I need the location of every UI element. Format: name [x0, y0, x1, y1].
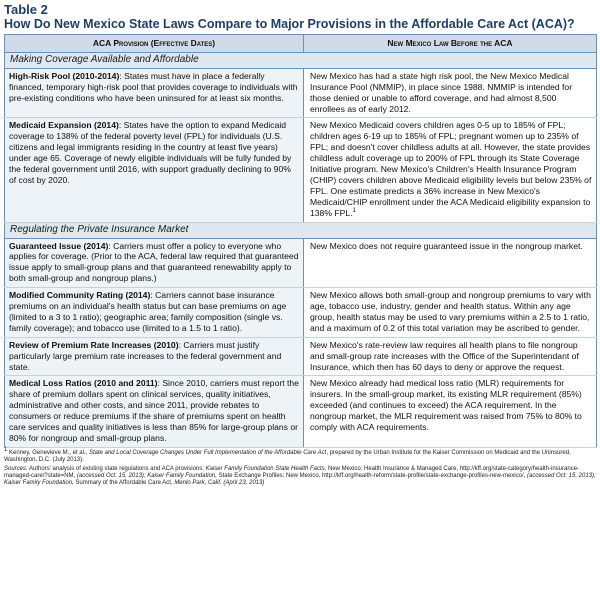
- table-row: [5, 68, 597, 118]
- provision-name: Guaranteed Issue (2014): [9, 240, 109, 251]
- table-row: [5, 238, 597, 288]
- table-row: [5, 337, 597, 376]
- state-law-cell: [304, 376, 597, 447]
- provision-description: : Carriers cannot base insurance premiums on an individual's health status but can base premiums on age (limited to a 3 to 1 ratio); geographic area; family composition (single vs. family coverage); and tobacco use (limited to a 1.5 to 1 ratio).: [9, 290, 287, 333]
- aca-provision-cell: [5, 238, 304, 288]
- section-heading: [5, 222, 597, 238]
- section-title: Making Coverage Available and Affordable: [5, 52, 597, 68]
- table-row: [5, 376, 597, 447]
- state-law-cell: [304, 238, 597, 288]
- state-law-text: New Mexico already had medical loss ratio (MLR) requirements for insurers. In the small-group market, its existing MLR requirement (85%) exceeded (and continues to exceed) the ACA requirement. In the nongroup market, the MLR requirement was raised from 75% to 80% to comply with ACA requirements.: [310, 378, 582, 433]
- provision-description: : States must have in place a federally financed, temporary high-risk pool that provides coverage to individuals with pre-existing conditions who have been uninsured for at least six months.: [9, 70, 298, 103]
- header-aca-provision: ACA Provision (Effective Dates): [5, 35, 304, 53]
- state-law-text: New Mexico Medicaid covers children ages 0-5 up to 185% of FPL; children ages 6-19 up to 185% of FPL; pregnant women up to 235% of FPL; and doesn't cover childless adults at all. However, the state provides childless adult coverage up to 200% of FPL through its State Coverage Initiative program. New Mexico's Children's Health Insurance Program (CHIP) covers children above Medicaid eligibility levels but below 235% of FPL. One estimate predicts a 36% increase in New Mexico's Medicaid/CHIP enrollment under the ACA Medicaid eligibility expansion to 138% FPL.: [310, 120, 592, 218]
- state-law-cell: [304, 118, 597, 222]
- state-law-cell: [304, 68, 597, 118]
- comparison-table: [4, 34, 597, 448]
- notes: [4, 446, 596, 487]
- state-law-text: New Mexico has had a state high risk pool, the New Mexico Medical Insurance Pool (NMMIP), in place since 1988. NMMIP is intended for those denied or unable to afford coverage, and had almost 8,500 enrollees as of early 2012.: [310, 70, 573, 114]
- provision-description: : Carriers must offer a policy to everyone who applies for coverage. (Prior to the ACA, federal law required that guaranteed issue apply to small-group plans and that guaranteed renewability apply to both small-group and nongroup plans.): [9, 240, 299, 284]
- provision-description: : Carriers must justify particularly large premium rate increases to the federal government and state.: [9, 339, 282, 372]
- aca-provision-cell: [5, 288, 304, 338]
- state-law-cell: [304, 337, 597, 376]
- state-law-text: New Mexico allows both small-group and nongroup premiums to vary with age, tobacco use, industry, gender and health status. Within any age group, health status may be used to vary premiums within a 2.5 to 1 ratio, and a maximum of 0.2 of this total variation may be ascribed to gender.: [310, 290, 591, 333]
- sources: Sources: Authors' analysis of existing state regulations and ACA provisions; Kaiser Family Foundation State Health Facts, New Mexico: Health Insurance & Managed Care, http://kff.org/state-category/health-insurance-managed-care/?state=NM, (accessed Oct. 15, 2013); Kaiser Family Foundation, State Exchange Profiles: New Mexico, http://kff.org/health-reform/state-profile/state-exchange-profiles-new-mexico/, (accessed Oct. 15, 2013); Kaiser Family Foundation, Summary of the Affordable Care Act, Menlo Park, Calif. (April 23, 2013): [4, 465, 596, 487]
- section-title: Regulating the Private Insurance Market: [5, 222, 597, 238]
- aca-provision-cell: [5, 68, 304, 118]
- table-title: How Do New Mexico State Laws Compare to Major Provisions in the Affordable Care Act (ACA)?: [4, 17, 575, 31]
- footnote: $^1$ Kenney, Genevieve M., et al., State and Local Coverage Changes Under Full Implementation of the Affordable Care Act, prepared by the Urban Institute for the Kaiser Commission on Medicaid and the Uninsured, Washington, D.C. (July 2013).: [4, 446, 571, 464]
- state-law-text: New Mexico's rate-review law requires all health plans to file nongroup and small-group rate increases with the Office of the Superintendant of Insurance, which then has 60 days to deny or approve the request.: [310, 339, 579, 372]
- footnote-ref: 1: [352, 207, 356, 214]
- aca-provision-cell: [5, 337, 304, 376]
- table-row: [5, 288, 597, 338]
- provision-name: Medicaid Expansion (2014): [9, 120, 119, 131]
- provision-description: : Since 2010, carriers must report the share of premium dollars spent on clinical services, quality initiatives, administrative and other costs, and since 2011, provide rebates to consumers or reduce premiums if the share of premiums spent on health care services and quality initiatives is less than 85% for large-group plans or 80% for nongroup and small-group plans.: [9, 378, 299, 443]
- state-law-text: New Mexico does not require guaranteed issue in the nongroup market.: [310, 240, 583, 251]
- table-document: [4, 2, 596, 488]
- provision-description: : States have the option to expand Medicaid coverage to 138% of the federal poverty level (FPL) for individuals (U.S. citizens and legal immigrants residing in the country at least five years) under age 65. Coverage of newly eligible individuals will be fully funded by the federal government until 2016, with support gradually declining to 90% of cost by 2020.: [9, 120, 292, 185]
- section-heading: [5, 52, 597, 68]
- table-label: Table 2: [4, 2, 48, 17]
- table-row: [5, 118, 597, 222]
- state-law-cell: [304, 288, 597, 338]
- header-state-law: New Mexico Law Before the ACA: [304, 35, 597, 53]
- table-header-row: [5, 35, 597, 53]
- aca-provision-cell: [5, 376, 304, 447]
- provision-name: Modified Community Rating (2014): [9, 290, 151, 301]
- provision-name: Review of Premium Rate Increases (2010): [9, 339, 179, 350]
- aca-provision-cell: [5, 118, 304, 222]
- provision-name: Medical Loss Ratios (2010 and 2011): [9, 378, 158, 389]
- provision-name: High-Risk Pool (2010-2014): [9, 70, 120, 81]
